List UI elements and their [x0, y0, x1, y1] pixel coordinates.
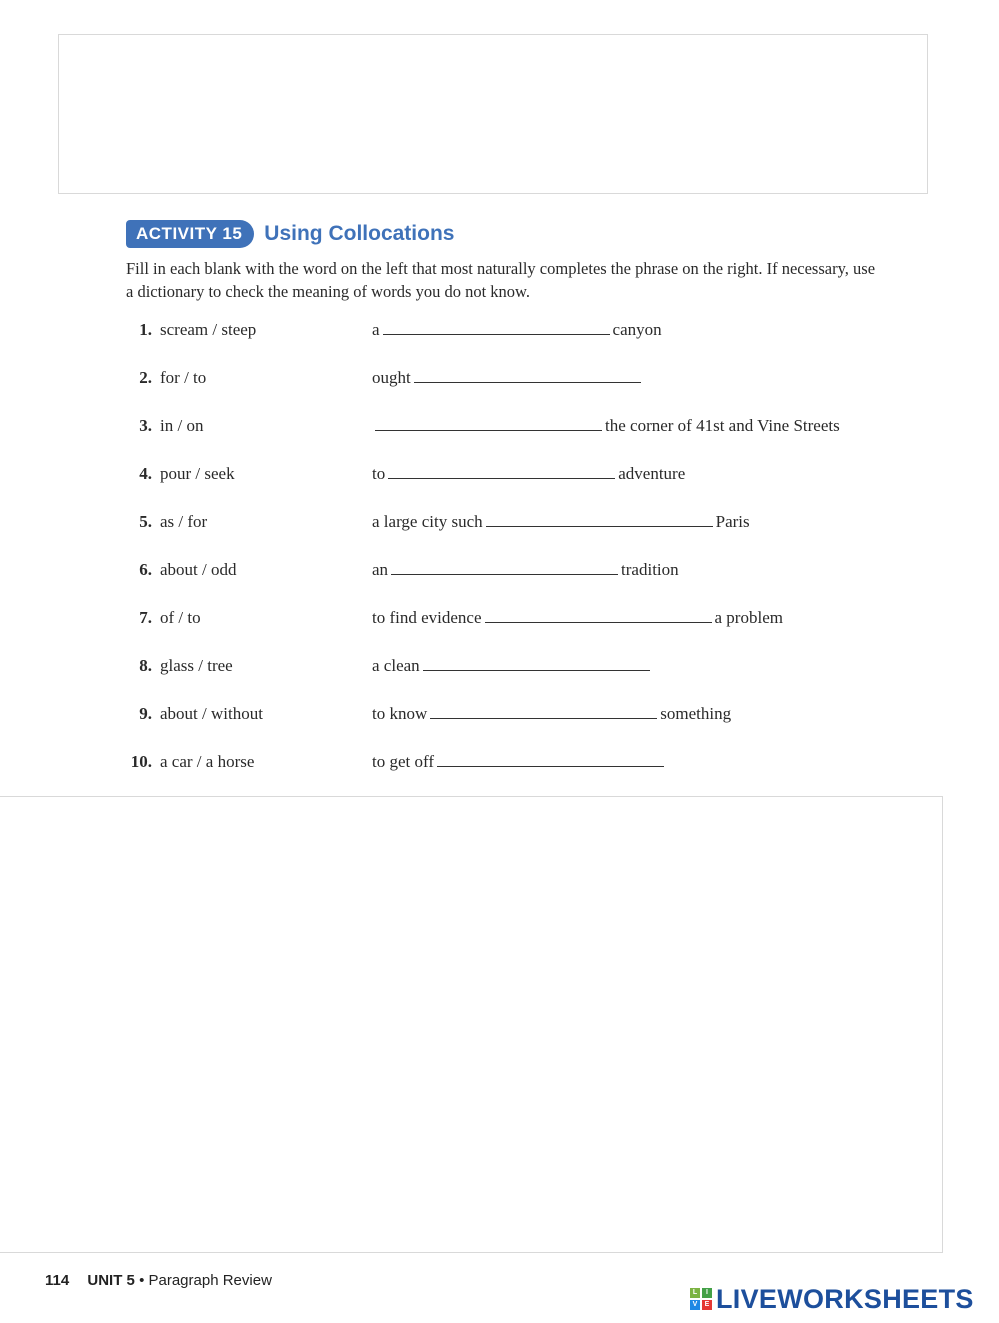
- phrase-after: canyon: [612, 320, 662, 339]
- item-phrase: [372, 556, 679, 584]
- phrase-after: a problem: [714, 608, 783, 627]
- item-choices: a car / a horse: [160, 752, 255, 771]
- phrase-before: a large city such: [372, 512, 483, 531]
- item-number: 10.: [130, 752, 152, 771]
- answer-blank[interactable]: [375, 412, 602, 431]
- item-choices: as / for: [160, 512, 208, 531]
- phrase-after: adventure: [618, 464, 686, 483]
- answer-blank[interactable]: [486, 508, 713, 527]
- section-label: Paragraph Review: [148, 1272, 272, 1289]
- answer-blank[interactable]: [388, 460, 615, 479]
- liveworksheets-icon: [690, 1288, 712, 1310]
- item-phrase: [372, 700, 731, 728]
- phrase-before: to: [372, 464, 386, 483]
- brand-icon-tile: E: [702, 1300, 712, 1310]
- item-number: 1.: [139, 320, 152, 339]
- answer-blank[interactable]: [430, 700, 657, 719]
- brand-icon-tile: I: [702, 1288, 712, 1298]
- item-phrase: [372, 460, 685, 488]
- item-choices: about / without: [160, 704, 263, 723]
- item-choices: in / on: [160, 416, 204, 435]
- phrase-after: tradition: [621, 560, 679, 579]
- liveworksheets-logo: [690, 1284, 974, 1314]
- answer-blank[interactable]: [423, 652, 650, 671]
- answer-blank[interactable]: [485, 604, 712, 623]
- phrase-before: an: [372, 560, 389, 579]
- exercise-item: [120, 460, 900, 488]
- brand-icon-tile: V: [690, 1300, 700, 1310]
- activity-badge: ACTIVITY 15: [126, 220, 254, 248]
- phrase-after: Paris: [715, 512, 750, 531]
- phrase-before: to know: [372, 704, 428, 723]
- item-phrase: [372, 364, 644, 392]
- page-number: 114: [45, 1272, 70, 1289]
- phrase-before: a clean: [372, 656, 420, 675]
- footer-separator: •: [139, 1272, 145, 1289]
- page-footer: [45, 1272, 272, 1289]
- exercise-item: [120, 604, 900, 632]
- exercise-item: [120, 508, 900, 536]
- exercise-item: [120, 748, 900, 776]
- answer-blank[interactable]: [414, 364, 641, 383]
- answer-blank[interactable]: [383, 316, 610, 335]
- activity-header: [126, 220, 454, 248]
- item-choices: scream / steep: [160, 320, 257, 339]
- exercise-item: [120, 364, 900, 392]
- item-number: 2.: [139, 368, 152, 387]
- answer-blank[interactable]: [391, 556, 618, 575]
- answer-box-top[interactable]: [58, 34, 928, 194]
- answer-blank[interactable]: [437, 748, 664, 767]
- phrase-before: to find evidence: [372, 608, 482, 627]
- unit-label: UNIT 5: [87, 1272, 135, 1289]
- phrase-before: to get off: [372, 752, 435, 771]
- item-number: 3.: [139, 416, 152, 435]
- exercise-item: [120, 556, 900, 584]
- item-choices: glass / tree: [160, 656, 233, 675]
- item-phrase: [372, 604, 783, 632]
- brand-name: LIVEWORKSHEETS: [716, 1284, 974, 1314]
- phrase-before: ought: [372, 368, 411, 387]
- exercise-item: [120, 316, 900, 344]
- exercise-item: [120, 652, 900, 680]
- item-phrase: [372, 508, 750, 536]
- item-choices: for / to: [160, 368, 207, 387]
- item-phrase: [372, 412, 840, 440]
- item-number: 8.: [139, 656, 152, 675]
- exercise-item: [120, 700, 900, 728]
- item-number: 9.: [139, 704, 152, 723]
- item-number: 5.: [139, 512, 152, 531]
- activity-title: Using Collocations: [264, 222, 455, 245]
- exercise-item: [120, 412, 900, 440]
- item-choices: about / odd: [160, 560, 237, 579]
- phrase-before: a: [372, 320, 380, 339]
- item-number: 6.: [139, 560, 152, 579]
- item-choices: of / to: [160, 608, 201, 627]
- item-number: 4.: [139, 464, 152, 483]
- brand-icon-tile: L: [690, 1288, 700, 1298]
- item-number: 7.: [139, 608, 152, 627]
- item-choices: pour / seek: [160, 464, 235, 483]
- phrase-after: something: [660, 704, 732, 723]
- item-phrase: [372, 652, 653, 680]
- item-phrase: [372, 316, 662, 344]
- item-phrase: [372, 748, 667, 776]
- answer-box-bottom[interactable]: [0, 796, 943, 1253]
- instructions: Fill in each blank with the word on the left that most naturally completes the phrase on the right. If necessary, use a dictionary to check the meaning of words you do not know.: [126, 259, 876, 301]
- phrase-after: the corner of 41st and Vine Streets: [605, 416, 840, 435]
